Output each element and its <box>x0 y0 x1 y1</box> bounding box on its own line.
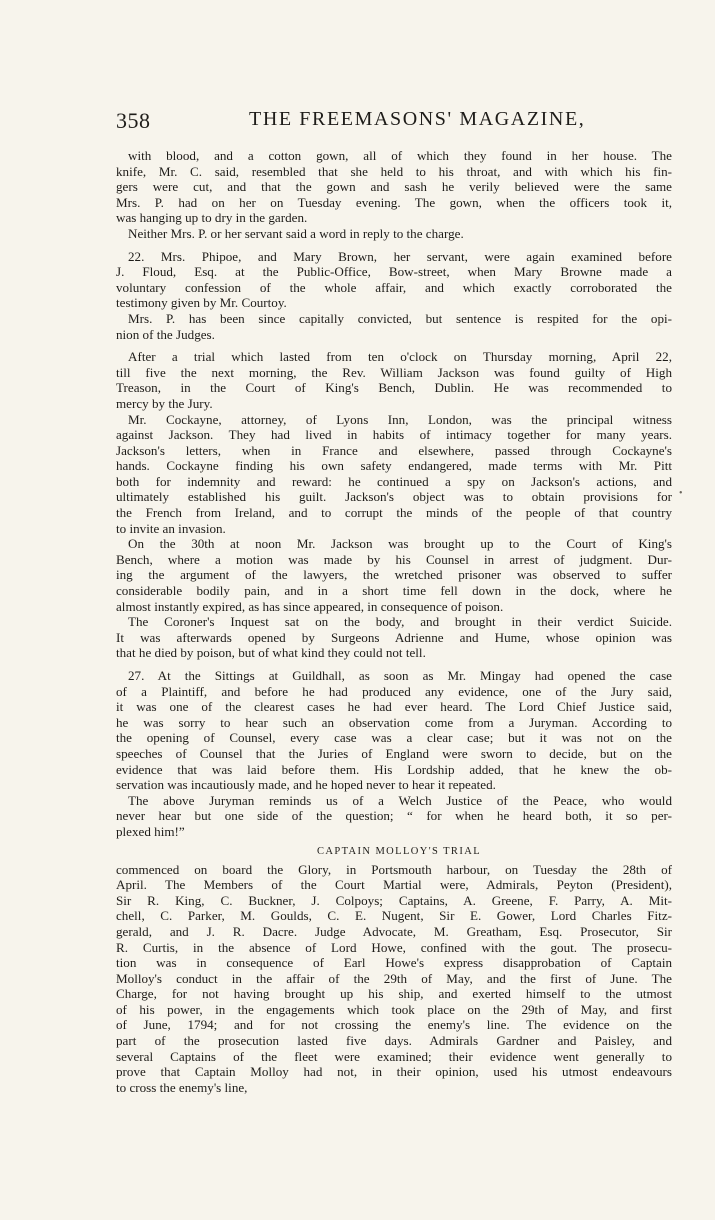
text-line: hands. Cockayne finding his own safety endangered, made terms with Mr. Pitt <box>116 458 672 474</box>
text-line: gers were cut, and that the gown and sash he verily believed were the same <box>116 179 672 195</box>
text-line: chell, C. Parker, M. Goulds, C. E. Nugent, Sir E. Gower, Lord Charles Fitz- <box>116 908 672 924</box>
text-line: was hanging up to dry in the garden. <box>116 210 308 226</box>
text-line: till five the next morning, the Rev. William Jackson was found guilty of High <box>116 364 672 380</box>
text-line: voluntary confession of the whole affair, and which exactly corroborated the <box>116 279 672 295</box>
paragraph-gap <box>116 661 672 668</box>
running-title: THE FREEMASONS' MAGAZINE, <box>249 108 586 130</box>
text-line: it was one of the clearest cases he had ever heard. The Lord Chief Justice said, <box>116 699 672 715</box>
text-line: Mrs. P. has been since capitally convicted, but sentence is respited for the opi- <box>128 310 672 326</box>
text-line: knife, Mr. C. said, resembled that she held to his throat, and with which his fin- <box>116 163 672 179</box>
text-line: Mr. Cockayne, attorney, of Lyons Inn, London, was the principal witness <box>128 411 672 427</box>
text-line: Sir R. King, C. Buckner, J. Colpoys; Captains, A. Greene, F. Parry, A. Mit- <box>116 892 672 908</box>
text-line: the opening of Counsel, every case was a clear case; but it was not on the <box>116 730 672 746</box>
paragraph <box>116 668 672 793</box>
text-line: Charge, for not having brought up his ship, and exerted himself to the utmost <box>116 986 672 1002</box>
text-line: to cross the enemy's line, <box>116 1079 248 1095</box>
text-line: The above Juryman reminds us of a Welch Justice of the Peace, who would <box>128 792 672 808</box>
text-line: ing the argument of the lawyers, the wretched prisoner was observed to suffer <box>116 567 672 583</box>
text-line: the French from Ireland, and to corrupt the minds of the people of that country <box>116 505 672 521</box>
text-line: that he died by poison, but of what kind they could not tell. <box>116 645 426 661</box>
paragraph <box>116 614 672 661</box>
text-line: servation was incautiously made, and he hoped never to hear it repeated. <box>116 777 496 793</box>
text-line: commenced on board the Glory, in Portsmouth harbour, on Tuesday the 28th of <box>116 861 672 877</box>
text-line: several Captains of the fleet were examined; their evidence went generally to <box>116 1048 672 1064</box>
text-line: Treason, in the Court of King's Bench, Dublin. He was recommended to <box>116 380 672 396</box>
text-line: considerable bodily pain, and in a short time fell down in the dock, where he <box>116 583 672 599</box>
text-line: both for indemnity and reward: he continued a spy on Jackson's actions, and <box>116 473 672 489</box>
paragraph <box>116 311 672 342</box>
text-line: of a Plaintiff, and before he had produced any evidence, one of the Jury said, <box>116 683 672 699</box>
text-line: testimony given by Mr. Courtoy. <box>116 295 287 311</box>
paragraph-gap <box>116 342 672 349</box>
trial-paragraph <box>116 862 672 1096</box>
text-line: he was sorry to hear such an observation come from a Juryman. According to <box>116 714 672 730</box>
text-line: ultimately established his guilt. Jackson's object was to obtain provisions for <box>116 489 672 505</box>
paragraph <box>116 412 672 537</box>
text-line: Jackson's letters, when in France and elsewhere, passed through Cockayne's <box>116 442 672 458</box>
page-number: 358 <box>116 108 151 133</box>
text-line: of his power, in the engagements which took place on the 29th of May, and first <box>116 1001 672 1017</box>
text-line: almost instantly expired, as has since appeared, in consequence of poison. <box>116 598 504 614</box>
section-heading: CAPTAIN MOLLOY'S TRIAL <box>316 845 482 857</box>
text-line: J. Floud, Esq. at the Public-Office, Bow-street, when Mary Browne made a <box>116 264 672 280</box>
text-line: It was afterwards opened by Surgeons Adrienne and Hume, whose opinion was <box>116 629 672 645</box>
magazine-page <box>116 108 672 1095</box>
paragraph <box>116 226 672 242</box>
text-line: Molloy's conduct in the affair of the 29th of May, and the first of June. The <box>116 970 672 986</box>
paragraph <box>116 249 672 311</box>
text-line: of June, 1794; and for not crossing the enemy's line. The evidence on the <box>116 1017 672 1033</box>
text-line: On the 30th at noon Mr. Jackson was brought up to the Court of King's <box>128 536 672 552</box>
article-body <box>116 148 672 1095</box>
text-line: prove that Captain Molloy had not, in their opinion, used his utmost endeavours <box>116 1064 672 1080</box>
text-line: R. Curtis, in the absence of Lord Howe, confined with the gout. The prosecu- <box>116 939 672 955</box>
paragraph <box>116 536 672 614</box>
text-line: plexed him!” <box>116 823 185 839</box>
margin-mark: • <box>679 488 683 499</box>
text-line: tion was in consequence of Earl Howe's express disapprobation of Captain <box>116 955 672 971</box>
text-line: against Jackson. They had lived in habits of intimacy together for many years. <box>116 427 672 443</box>
text-line: April. The Members of the Court Martial were, Admirals, Peyton (President), <box>116 877 672 893</box>
text-line: Bench, where a motion was made by his Counsel in arrest of judgment. Dur- <box>116 551 672 567</box>
text-line: with blood, and a cotton gown, all of which they found in her house. The <box>128 148 672 163</box>
paragraph <box>116 793 672 840</box>
text-line: After a trial which lasted from ten o'clock on Thursday morning, April 22, <box>128 349 672 365</box>
text-line: never hear but one side of the question; “ for when he heard both, it so per- <box>116 808 672 824</box>
paragraph <box>116 349 672 411</box>
text-line: Neither Mrs. P. or her servant said a word in reply to the charge. <box>128 225 464 241</box>
text-line: mercy by the Jury. <box>116 395 213 411</box>
text-line: 22. Mrs. Phipoe, and Mary Brown, her servant, were again examined before <box>128 248 672 264</box>
text-line: 27. At the Sittings at Guildhall, as soon as Mr. Mingay had opened the case <box>128 668 672 683</box>
text-line: part of the prosecution lasted five days. Admirals Gardner and Paisley, and <box>116 1033 672 1049</box>
text-line: evidence that was laid before them. His Lordship added, that he knew the ob- <box>116 761 672 777</box>
text-line: gerald, and J. R. Dacre. Judge Advocate, M. Greatham, Esq. Prosecutor, Sir <box>116 923 672 939</box>
text-line: speeches of Counsel that the Juries of England were sworn to decide, but on the <box>116 745 672 761</box>
page-header <box>116 108 672 148</box>
text-line: The Coroner's Inquest sat on the body, and brought in their verdict Suicide. <box>128 614 672 630</box>
text-line: to invite an invasion. <box>116 520 226 536</box>
paragraph-gap <box>116 242 672 249</box>
text-line: nion of the Judges. <box>116 326 215 342</box>
text-line: Mrs. P. had on her on Tuesday evening. The gown, when the officers took it, <box>116 194 672 210</box>
paragraph <box>116 148 672 226</box>
